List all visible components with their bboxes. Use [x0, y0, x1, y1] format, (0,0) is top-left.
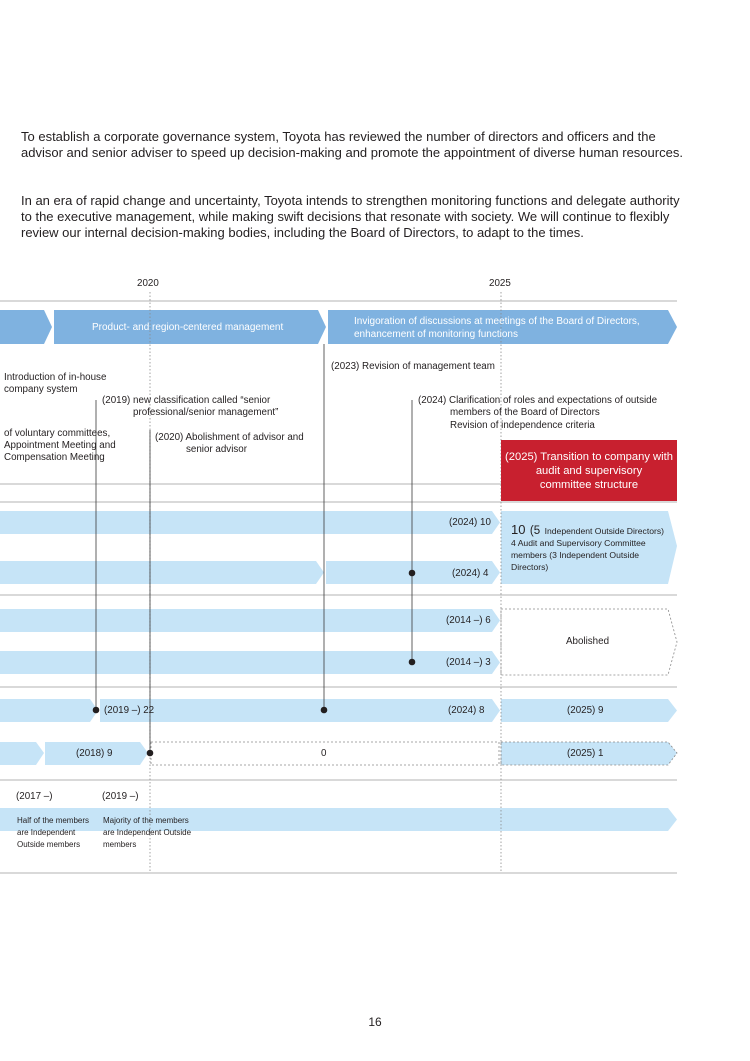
result-line3: members (3 Independent Outside — [511, 550, 640, 560]
banner-invigoration-line2: enhancement of monitoring functions — [354, 329, 518, 340]
event-clarification-line3: Revision of independence criteria — [450, 420, 595, 431]
separator-lines — [0, 301, 677, 873]
row-band-officers-mid — [100, 699, 500, 722]
result-big-number: 10 — [511, 522, 526, 537]
event-dot-advisors-2020 — [147, 750, 154, 757]
event-advisor-line2: senior advisor — [186, 444, 247, 455]
row-band-advisors-left — [0, 742, 44, 765]
row-band-officers-left — [0, 699, 98, 722]
audit-2024-label: (2024) 4 — [452, 568, 489, 579]
officers-2019-label: (2019 –) 22 — [104, 705, 155, 716]
event-advisor-line1: (2020) Abolishment of advisor and — [155, 432, 304, 443]
committee-half-line1: Half of the members — [17, 816, 90, 825]
banner-product-region-label: Product- and region-centered management — [92, 322, 284, 333]
officers-2025-label: (2025) 9 — [567, 705, 604, 716]
result-independent-directors: Independent Outside Directors) — [544, 526, 665, 536]
row-band-board — [0, 511, 500, 534]
event-voluntary-line2: Appointment Meeting and — [4, 440, 116, 451]
row-band-audit-left — [0, 561, 324, 584]
event-classification-line1: (2019) new classification called “senior — [102, 395, 271, 406]
transition-line1: (2025) Transition to company with — [505, 450, 673, 463]
page-number: 16 — [368, 1015, 382, 1029]
committee-majority-line1: Majority of the members — [103, 816, 189, 825]
event-inhouse-line1: Introduction of in-house — [4, 372, 107, 383]
advisors-2025-label: (2025) 1 — [567, 748, 604, 759]
officers-2024-label: (2024) 8 — [448, 705, 485, 716]
board-2024-label: (2024) 10 — [449, 517, 491, 528]
event-dot-officers-2019 — [93, 707, 100, 714]
abolished-label: Abolished — [566, 636, 610, 647]
advisory-2-2014-label: (2014 –) 3 — [446, 657, 491, 668]
result-line2: 4 Audit and Supervisory Committee — [511, 538, 646, 548]
intro-paragraph-1: To establish a corporate governance system, Toyota has reviewed the number of directors and officers and the advisor and senior adviser to speed up decision-making and promote the appointment of diverse human resources. — [21, 129, 683, 160]
committee-2019-label: (2019 –) — [102, 791, 139, 802]
event-dot-advisory-2024 — [409, 659, 416, 666]
result-board-line1 — [511, 523, 664, 538]
banner-arrow-left — [0, 310, 52, 344]
event-clarification-line1: (2024) Clarification of roles and expectations of outside — [418, 395, 658, 406]
row-band-advisory-1 — [0, 609, 500, 632]
committee-majority-line2: are Independent Outside — [103, 828, 192, 837]
intro-paragraph-2: In an era of rapid change and uncertainty, Toyota intends to strengthen monitoring functions and delegate authority to the executive management, while making swift decisions that resonate with society. We will continue to flexibly review our internal decision-making bodies, including the Board of Directors, to adapt to the times. — [21, 193, 680, 240]
event-dot-officers-2023 — [321, 707, 328, 714]
event-classification-line2: professional/senior management” — [133, 407, 279, 418]
banner-invigoration-line1: Invigoration of discussions at meetings of the Board of Directors, — [354, 316, 640, 327]
event-inhouse-line2: company system — [4, 384, 78, 395]
advisors-2018-label: (2018) 9 — [76, 748, 113, 759]
committee-majority-line3: members — [103, 840, 137, 849]
row-band-advisory-2 — [0, 651, 500, 674]
event-revision-team: (2023) Revision of management team — [331, 361, 495, 372]
row-band-committees — [0, 808, 677, 831]
event-voluntary-line3: Compensation Meeting — [4, 452, 105, 463]
committee-2017-label: (2017 –) — [16, 791, 53, 802]
advisory-1-2014-label: (2014 –) 6 — [446, 615, 491, 626]
transition-line2: audit and supervisory — [535, 464, 643, 477]
event-clarification-line2: members of the Board of Directors — [450, 407, 600, 418]
event-voluntary-line1: of voluntary committees, — [4, 428, 111, 439]
committee-half-line3: Outside members — [17, 840, 81, 849]
year-label-2020: 2020 — [137, 278, 159, 289]
year-label-2025: 2025 — [489, 278, 511, 289]
result-line4: Directors) — [511, 562, 549, 572]
transition-red-box — [501, 440, 677, 501]
committee-half-line2: are Independent — [17, 828, 76, 837]
transition-line3: committee structure — [539, 478, 639, 491]
advisors-zero-label: 0 — [321, 748, 327, 759]
event-dot-audit-2024 — [409, 570, 416, 577]
result-paren-number: (5 — [529, 525, 541, 537]
